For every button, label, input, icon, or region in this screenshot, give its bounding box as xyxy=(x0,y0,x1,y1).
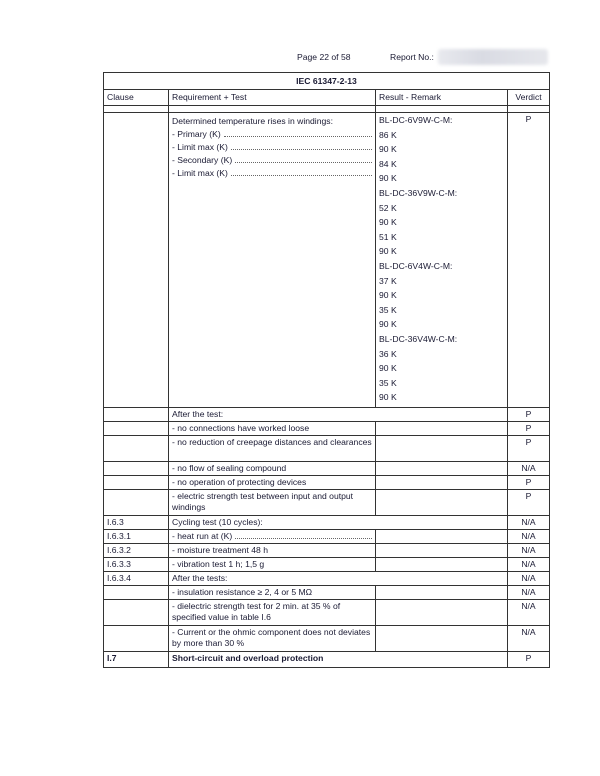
requirement-cell: - Current or the ohmic component does not deviates by more than 30 % xyxy=(169,625,376,651)
requirement-cell: - moisture treatment 48 h xyxy=(169,543,376,557)
clause-cell xyxy=(104,475,169,489)
verdict-cell: N/A xyxy=(508,599,550,625)
temp-result-line: 35 K xyxy=(379,377,504,392)
temperature-rise-row xyxy=(104,113,550,408)
verdict-cell: P xyxy=(508,407,550,421)
result-cell xyxy=(376,599,508,625)
report-number-label: Report No.: xyxy=(390,52,434,62)
temp-result-line: 90 K xyxy=(379,245,504,260)
result-cell xyxy=(376,435,508,461)
result-cell xyxy=(376,529,508,543)
temp-result-line: BL-DC-6V4W-C-M: xyxy=(379,260,504,275)
table-row xyxy=(104,421,550,435)
page-header xyxy=(0,52,600,66)
short-circuit-row xyxy=(104,651,550,667)
verdict-cell: P xyxy=(508,435,550,461)
verdict-cell: N/A xyxy=(508,515,550,529)
temp-requirements xyxy=(169,113,376,408)
verdict-cell: P xyxy=(508,651,550,667)
clause-cell xyxy=(104,625,169,651)
temp-result-line: 37 K xyxy=(379,275,504,290)
table-row xyxy=(104,599,550,625)
clause-cell: I.6.3.2 xyxy=(104,543,169,557)
clause-cell xyxy=(104,489,169,515)
requirement-cell: - vibration test 1 h; 1,5 g xyxy=(169,557,376,571)
clause-cell: I.6.3 xyxy=(104,515,169,529)
table-row xyxy=(104,543,550,557)
requirement-cell: - electric strength test between input and output windings xyxy=(169,489,376,515)
verdict-cell: N/A xyxy=(508,529,550,543)
temp-result-line: 36 K xyxy=(379,348,504,363)
table-row xyxy=(104,557,550,571)
temp-result-line: 35 K xyxy=(379,304,504,319)
verdict-cell: N/A xyxy=(508,625,550,651)
table-row xyxy=(104,625,550,651)
verdict-cell: P xyxy=(508,421,550,435)
result-cell xyxy=(376,475,508,489)
table-row xyxy=(104,407,550,421)
temp-item: - Secondary (K) xyxy=(172,155,372,166)
table-row xyxy=(104,529,550,543)
clause-cell: I.6.3.4 xyxy=(104,571,169,585)
temp-results xyxy=(376,113,508,408)
result-cell xyxy=(376,489,508,515)
temp-title: Determined temperature rises in windings: xyxy=(172,116,333,126)
clause-cell: I.7 xyxy=(104,651,169,667)
clause-cell xyxy=(104,461,169,475)
table-row xyxy=(104,489,550,515)
table-row xyxy=(104,461,550,475)
result-cell xyxy=(376,461,508,475)
standard-title: IEC 61347-2-13 xyxy=(104,73,550,90)
col-clause: Clause xyxy=(104,90,169,106)
temp-result-line: 90 K xyxy=(379,391,504,406)
page-number: Page 22 of 58 xyxy=(297,52,351,62)
result-cell xyxy=(376,421,508,435)
verdict-cell: N/A xyxy=(508,571,550,585)
requirement-cell: - no reduction of creepage distances and clearances xyxy=(169,435,376,461)
requirement-cell: - no operation of protecting devices xyxy=(169,475,376,489)
temp-item: - Limit max (K) xyxy=(172,142,372,153)
table-row xyxy=(104,571,550,585)
temp-result-line: BL-DC-6V9W-C-M: xyxy=(379,114,504,129)
temp-result-line: 52 K xyxy=(379,202,504,217)
requirement-cell: Short-circuit and overload protection xyxy=(169,651,508,667)
temp-result-line: 90 K xyxy=(379,216,504,231)
col-verdict: Verdict xyxy=(508,90,550,106)
redacted-report-number xyxy=(438,49,548,65)
clause-cell xyxy=(104,113,169,408)
requirement-cell: - dielectric strength test for 2 min. at 35 % of specified value in table I.6 xyxy=(169,599,376,625)
column-header-row xyxy=(104,90,550,106)
clause-cell: I.6.3.3 xyxy=(104,557,169,571)
result-cell xyxy=(376,543,508,557)
temp-result-line: 90 K xyxy=(379,172,504,187)
clause-cell xyxy=(104,599,169,625)
requirement-cell: - no connections have worked loose xyxy=(169,421,376,435)
result-cell xyxy=(376,625,508,651)
table-row xyxy=(104,515,550,529)
clause-cell: I.6.3.1 xyxy=(104,529,169,543)
table-row xyxy=(104,435,550,461)
requirement-cell: - insulation resistance ≥ 2, 4 or 5 MΩ xyxy=(169,585,376,599)
requirement-cell: Cycling test (10 cycles): xyxy=(169,515,508,529)
col-requirement: Requirement + Test xyxy=(169,90,376,106)
temp-result-line: BL-DC-36V4W-C-M: xyxy=(379,333,504,348)
temp-result-line: 90 K xyxy=(379,318,504,333)
temp-item: - Limit max (K) xyxy=(172,168,372,179)
requirement-cell: - no flow of sealing compound xyxy=(169,461,376,475)
clause-cell xyxy=(104,435,169,461)
temp-result-line: 86 K xyxy=(379,129,504,144)
verdict-cell: N/A xyxy=(508,585,550,599)
temp-result-line: 51 K xyxy=(379,231,504,246)
verdict-cell: N/A xyxy=(508,461,550,475)
requirement-cell: - heat run at (K) xyxy=(169,529,376,543)
clause-cell xyxy=(104,407,169,421)
verdict-cell: N/A xyxy=(508,557,550,571)
clause-cell xyxy=(104,585,169,599)
temp-result-line: 90 K xyxy=(379,143,504,158)
temp-result-line: 90 K xyxy=(379,362,504,377)
clause-cell xyxy=(104,421,169,435)
verdict-cell: P xyxy=(508,113,550,408)
result-cell xyxy=(376,557,508,571)
verdict-cell: P xyxy=(508,475,550,489)
temp-result-line: 90 K xyxy=(379,289,504,304)
temp-result-line: BL-DC-36V9W-C-M: xyxy=(379,187,504,202)
table-row xyxy=(104,585,550,599)
verdict-cell: P xyxy=(508,489,550,515)
table-row xyxy=(104,475,550,489)
requirement-cell: After the test: xyxy=(169,407,508,421)
temp-result-line: 84 K xyxy=(379,158,504,173)
test-report-table xyxy=(103,72,550,668)
col-result: Result - Remark xyxy=(376,90,508,106)
verdict-cell: N/A xyxy=(508,543,550,557)
temp-item: - Primary (K) xyxy=(172,129,372,140)
requirement-cell: After the tests: xyxy=(169,571,508,585)
result-cell xyxy=(376,585,508,599)
